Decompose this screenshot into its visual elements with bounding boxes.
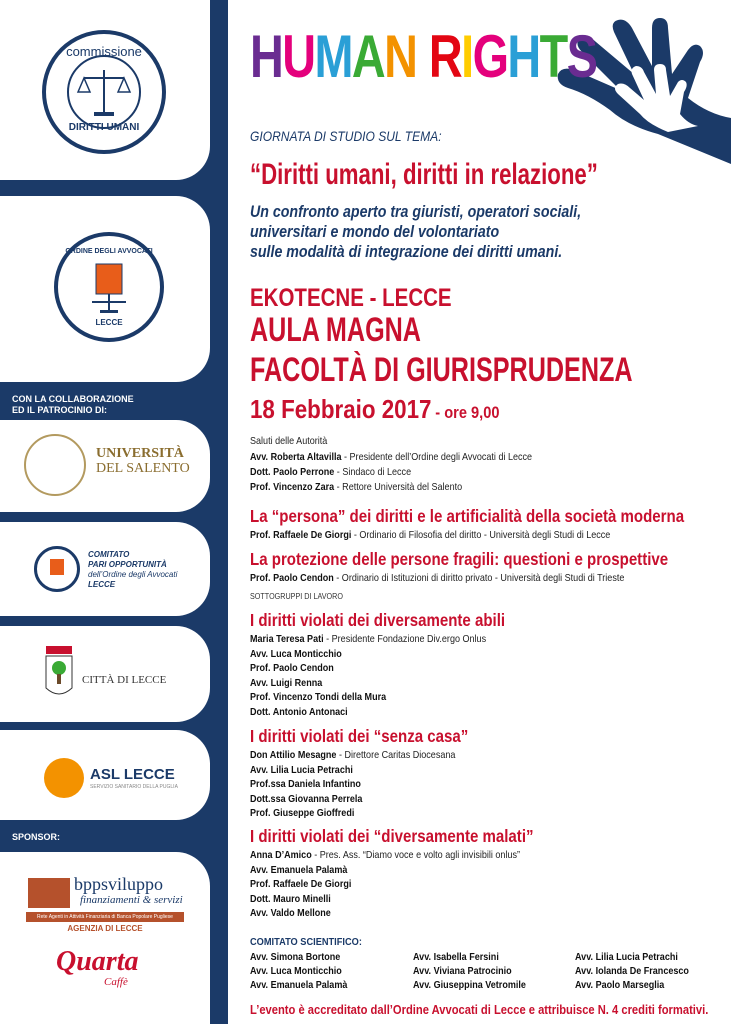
person-name: Avv. Lilia Lucia Petrachi [250,763,353,776]
person-name: Prof. Vincenzo Zara [250,481,335,493]
person-name: Maria Teresa Pati [250,633,324,645]
person-name: Avv. Valdo Mellone [250,907,331,920]
committee-member: Avv. Lilia Lucia Petrachi [575,951,678,963]
ordine-top-text: ORDINE DEGLI AVVOCATI [65,248,153,255]
committee-label: COMITATO SCIENTIFICO: [250,936,362,948]
session-title-text: La protezione delle persone fragili: questioni e prospettive [250,549,669,569]
group-person [250,806,354,820]
title-letter: G [472,23,508,90]
venue-line1: EKOTECNE - LECCE [250,284,452,312]
person-role: - Sindaco di Lecce [334,466,412,478]
person-role: - Presidente dell’Ordine degli Avvocati di Lecce [341,451,533,463]
commissione-top-text: commissione [66,44,142,59]
subgroups-label [250,592,343,601]
sponsor-box [0,852,210,1024]
title-letter: N [384,23,417,90]
group-person [250,647,342,661]
description [250,202,635,262]
ordine-box [0,196,210,382]
greeting-person [250,480,462,494]
collab-label-line2: ED IL PATROCINIO DI: [12,405,108,415]
committee-member: Avv. Viviana Patrocinio [413,965,512,977]
group-person [250,690,386,704]
person-role: - Ordinario di Filosofia del diritto - Università degli Studi di Lecce [351,529,611,541]
comitato-line2: PARI OPPORTUNITÀ [88,560,167,569]
description-line1: Un confronto aperto tra giuristi, operatori sociali, [250,203,582,221]
committee-member: Avv. Emanuela Palamà [250,979,348,991]
person-role: - Pres. Ass. “Diamo voce e volto agli invisibili onlus” [311,849,520,861]
session-person [250,528,610,542]
comitato-line1: COMITATO [88,550,130,559]
person-name: Prof. Paolo Cendon [250,662,334,675]
group-person [250,705,348,719]
venue-line3: FACOLTÀ DI GIURISPRUDENZA [250,351,633,389]
person-role: - Presidente Fondazione Div.ergo Onlus [323,633,487,645]
universita-box [0,420,210,512]
session-person [250,571,624,585]
committee-member: Avv. Isabella Fersini [413,951,499,963]
greetings-label [250,434,327,448]
group-person [250,848,520,862]
person-name: Avv. Roberta Altavilla [250,451,342,463]
ordine-bottom-text: LECCE [95,318,123,327]
person-name: Anna D’Amico [250,849,312,861]
group-person [250,906,331,920]
person-name: Prof. Giuseppe Gioffredi [250,807,355,820]
person-name: Prof. Raffaele De Giorgi [250,529,352,541]
person-name: Prof. Paolo Cendon [250,572,334,584]
session-title [250,506,684,526]
committee-member: Avv. Giuseppina Vetromile [413,979,526,991]
subtitle: GIORNATA DI STUDIO SUL TEMA: [250,128,442,144]
person-role: - Rettore Università del Salento [334,481,463,493]
person-role: - Direttore Caritas Diocesana [336,749,456,761]
universita-seal-icon [24,434,86,496]
universita-line2: DEL SALENTO [96,461,190,476]
citta-name: CITTÀ DI LECCE [82,674,167,686]
universita-line1: UNIVERSITÀ [96,446,184,461]
group-title [250,726,468,746]
comitato-name [88,550,177,590]
title-letter: U [282,23,315,90]
title-letter: S [566,23,597,90]
human-rights-title [250,22,596,92]
sidebar [0,0,228,1024]
sponsor-label: SPONSOR: [12,832,61,842]
group-person [250,676,322,690]
bpp-tagline: finanziamenti & servizi [80,894,183,906]
title-letter: T [539,23,567,90]
greeting-person [250,465,411,479]
bpp-name: bppsviluppo [74,874,164,894]
person-name: Prof. Vincenzo Tondi della Mura [250,691,387,704]
group-person [250,748,455,762]
collab-label-line1: CON LA COLLABORAZIONE [12,394,134,404]
group-title [250,826,534,846]
title-letter: M [314,23,352,90]
citta-box [0,626,210,722]
person-name: Dott. Antonio Antonaci [250,706,348,718]
person-name: Avv. Luca Monticchio [250,647,342,660]
person-name: Dott. Mauro Minelli [250,892,331,905]
asl-name: ASL LECCE [90,766,175,783]
group-person [250,777,361,791]
group-title-text: I diritti violati dei “senza casa” [250,726,469,746]
title-letter: R [428,23,462,90]
group-person [250,763,353,777]
person-name: Dott. Paolo Perrone [250,466,335,478]
session-title-text: La “persona” dei diritti e le artificialità della società moderna [250,506,685,526]
bpp-agency: AGENZIA DI LECCE [67,924,143,933]
committee-member: Avv. Simona Bortone [250,951,341,963]
asl-box [0,730,210,820]
venue-line2: AULA MAGNA [250,311,421,349]
commissione-logo [42,30,166,154]
comitato-line3: dell’Ordine degli Avvocati [88,570,178,579]
bpp-logo-icon [28,878,70,908]
subgroups-label-text: SOTTOGRUPPI DI LAVORO [250,592,343,601]
venue-time: - ore 9,00 [435,403,500,422]
title-letter: H [507,23,540,90]
person-name: Prof.ssa Daniela Infantino [250,778,361,791]
person-name: Dott.ssa Giovanna Perrela [250,792,363,805]
quarta-logo: Quarta [56,946,139,977]
greeting-person [250,450,532,464]
committee-member: Avv. Luca Monticchio [250,965,342,977]
group-title-text: I diritti violati dei “diversamente malati” [250,826,534,846]
commissione-box [0,0,210,180]
person-role: - Ordinario di Istituzioni di diritto privato - Università degli Studi di Trieste [333,572,625,584]
comitato-line4: LECCE [88,580,116,589]
group-person [250,863,347,877]
group-person [250,892,331,906]
group-person [250,877,351,891]
person-name: Prof. Raffaele De Giorgi [250,878,352,891]
ordine-logo [54,232,164,342]
title-letter: A [351,23,385,90]
title-letter: H [250,23,283,90]
comitato-logo-icon [34,546,80,592]
person-name: Avv. Luigi Renna [250,676,323,689]
collab-label [12,394,134,416]
group-person [250,632,486,646]
title-letter: I [461,23,473,90]
group-title [250,610,505,630]
comitato-box [0,522,210,616]
asl-sub: SERVIZIO SANITARIO DELLA PUGLIA [90,784,178,790]
description-line2: universitari e mondo del volontariato [250,223,500,241]
bpp-note: Rete Agenti in Attività Finanziaria di Banca Popolare Pugliese [26,912,184,922]
quarta-sub: Caffè [104,976,128,988]
greetings-label-text: Saluti delle Autorità [250,435,328,447]
venue-date: 18 Febbraio 2017 [250,394,432,424]
person-name: Avv. Emanuela Palamà [250,863,348,876]
committee-member: Avv. Paolo Marseglia [575,979,665,991]
commissione-bottom-text: DIRITTI UMANI [68,122,140,133]
footer-accreditation: L’evento è accreditato dall’Ordine Avvocati di Lecce e attribuisce N. 4 crediti formativi. [250,1002,709,1017]
session-title [250,549,668,569]
group-person [250,661,334,675]
group-title-text: I diritti violati dei diversamente abili [250,610,506,630]
theme-title: “Diritti umani, diritti in relazione” [250,158,598,191]
group-person [250,792,362,806]
asl-logo-icon [44,758,84,798]
person-name: Don Attilio Mesagne [250,749,337,761]
universita-name [96,446,190,476]
venue-date-row [250,394,499,429]
description-line3: sulle modalità di integrazione dei diritti umani. [250,243,563,261]
citta-crest-icon [44,644,74,702]
committee-member: Avv. Iolanda De Francesco [575,965,689,977]
